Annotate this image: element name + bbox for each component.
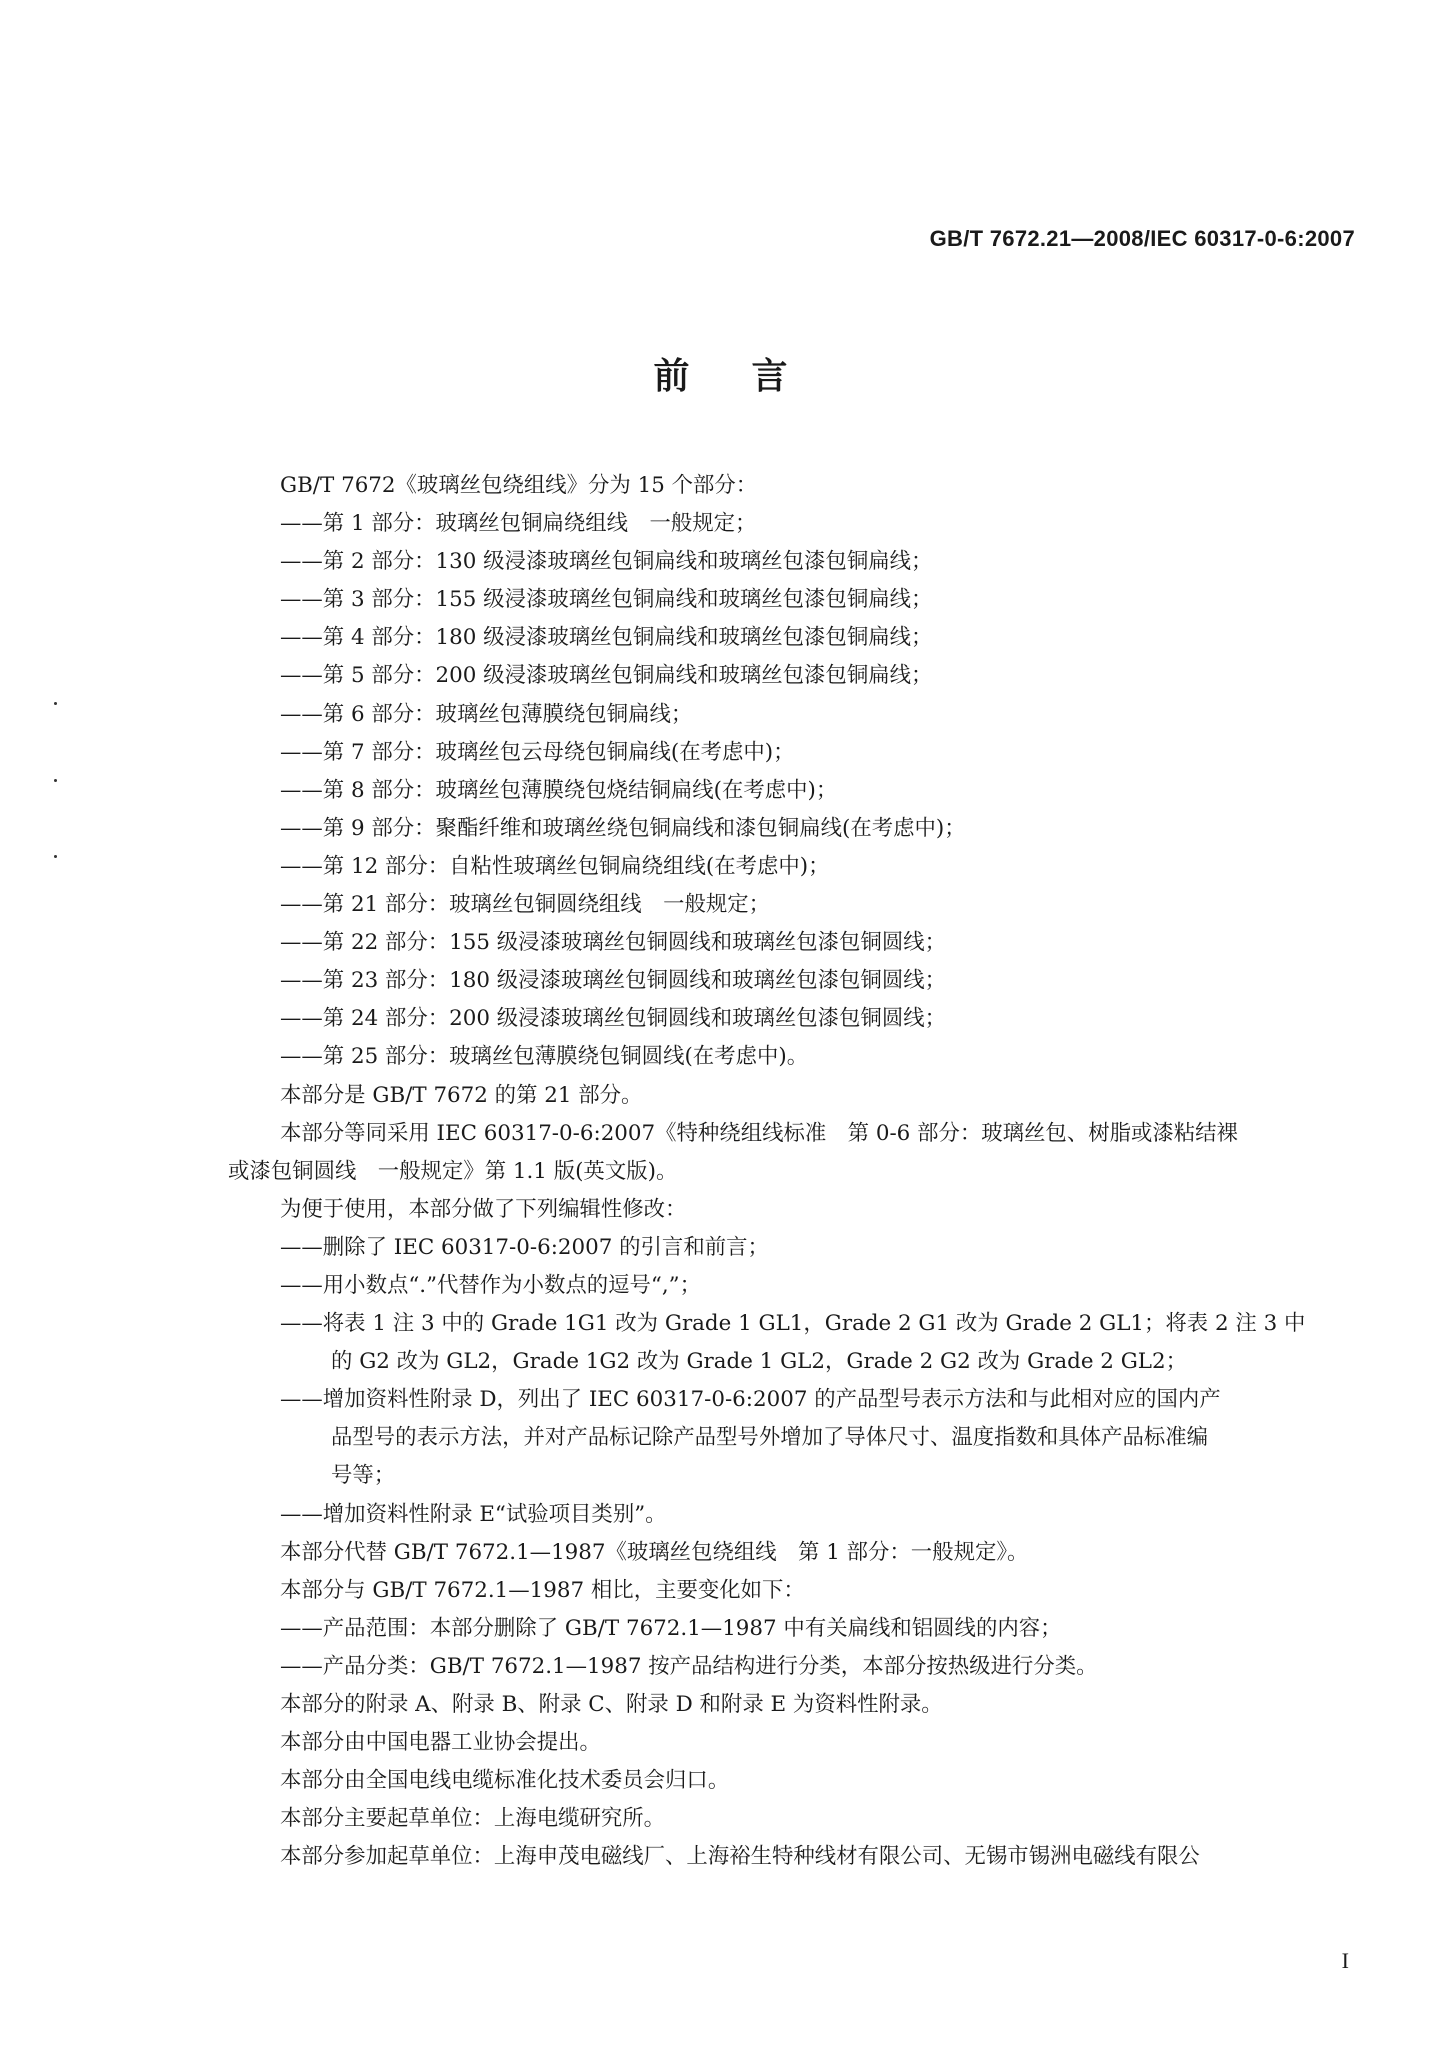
list-item: ——删除了 IEC 60317-0-6:2007 的引言和前言； bbox=[280, 1234, 769, 1260]
list-item: ——第 12 部分：自粘性玻璃丝包铜扁绕组线(在考虑中)； bbox=[280, 853, 830, 879]
paragraph-line: 本部分等同采用 IEC 60317-0-6:2007《特种绕组线标准 第 0-6 部分：玻璃丝包、树脂或漆粘结裸 bbox=[280, 1120, 1238, 1146]
list-item: ——增加资料性附录 D，列出了 IEC 60317-0-6:2007 的产品型号表示方法和与此相对应的国内产 bbox=[280, 1387, 1221, 1413]
list-item: ——第 24 部分：200 级浸漆玻璃丝包铜圆线和玻璃丝包漆包铜圆线； bbox=[280, 1006, 946, 1032]
page-title: 前言 bbox=[653, 356, 850, 397]
parts-list bbox=[280, 505, 1358, 1076]
list-item: ——第 2 部分：130 级浸漆玻璃丝包铜扁线和玻璃丝包漆包铜扁线； bbox=[280, 549, 933, 575]
list-item: ——第 8 部分：玻璃丝包薄膜绕包烧结铜扁线(在考虑中)； bbox=[280, 777, 838, 803]
list-item: ——用小数点“.”代替作为小数点的逗号“,”； bbox=[280, 1272, 701, 1298]
list-item: ——第 3 部分：155 级浸漆玻璃丝包铜扁线和玻璃丝包漆包铜扁线； bbox=[280, 587, 933, 613]
list-item-continuation: 号等； bbox=[331, 1463, 396, 1489]
list-item: ——第 9 部分：聚酯纤维和玻璃丝绕包铜扁线和漆包铜扁线(在考虑中)； bbox=[280, 815, 966, 841]
list-item-continuation: 品型号的表示方法，并对产品标记除产品型号外增加了导体尺寸、温度指数和具体产品标准编 bbox=[331, 1425, 1209, 1451]
paragraph-line: 或漆包铜圆线 一般规定》第 1.1 版(英文版)。 bbox=[228, 1158, 678, 1184]
list-item: ——第 23 部分：180 级浸漆玻璃丝包铜圆线和玻璃丝包漆包铜圆线； bbox=[280, 968, 946, 994]
document-body bbox=[228, 467, 1358, 1876]
list-item: ——第 22 部分：155 级浸漆玻璃丝包铜圆线和玻璃丝包漆包铜圆线； bbox=[280, 930, 946, 956]
paragraph-edit-intro: 为便于使用，本部分做了下列编辑性修改： bbox=[280, 1196, 687, 1222]
changes-list bbox=[280, 1610, 1358, 1686]
list-item: ——第 25 部分：玻璃丝包薄膜绕包铜圆线(在考虑中)。 bbox=[280, 1044, 809, 1070]
list-item: ——第 5 部分：200 级浸漆玻璃丝包铜扁线和玻璃丝包漆包铜扁线； bbox=[280, 663, 933, 689]
paragraph-managed-by: 本部分由全国电线电缆标准化技术委员会归口。 bbox=[280, 1768, 730, 1794]
scan-mark bbox=[54, 855, 57, 858]
paragraph-participants: 本部分参加起草单位：上海申茂电磁线厂、上海裕生特种线材有限公司、无锡市锡洲电磁线有限公 bbox=[280, 1844, 1200, 1870]
list-item: ——增加资料性附录 E“试验项目类别”。 bbox=[280, 1501, 667, 1527]
paragraph-adoption bbox=[228, 1115, 1358, 1191]
list-item: ——第 6 部分：玻璃丝包薄膜绕包铜扁线； bbox=[280, 701, 693, 727]
list-item: ——第 1 部分：玻璃丝包铜扁绕组线 一般规定； bbox=[280, 511, 757, 537]
list-item: ——产品范围：本部分删除了 GB/T 7672.1—1987 中有关扁线和铝圆线的内容； bbox=[280, 1615, 1062, 1641]
edit-list bbox=[280, 1229, 1358, 1534]
list-item: ——第 7 部分：玻璃丝包云母绕包铜扁线(在考虑中)； bbox=[280, 739, 795, 765]
paragraph-proposed-by: 本部分由中国电器工业协会提出。 bbox=[280, 1730, 601, 1756]
paragraph-changes-intro: 本部分与 GB/T 7672.1—1987 相比，主要变化如下： bbox=[280, 1577, 805, 1603]
page-number: I bbox=[1341, 1948, 1349, 1973]
scan-mark bbox=[54, 702, 57, 705]
list-item-continuation: 的 G2 改为 GL2，Grade 1G2 改为 Grade 1 GL2，Grade 2 G2 改为 Grade 2 GL2； bbox=[331, 1349, 1188, 1375]
scan-mark bbox=[54, 779, 57, 782]
paragraph-annexes: 本部分的附录 A、附录 B、附录 C、附录 D 和附录 E 为资料性附录。 bbox=[280, 1692, 943, 1717]
intro-paragraph: GB/T 7672《玻璃丝包绕组线》分为 15 个部分： bbox=[280, 473, 758, 498]
list-item: ——第 4 部分：180 级浸漆玻璃丝包铜扁线和玻璃丝包漆包铜扁线； bbox=[280, 625, 933, 651]
list-item: ——将表 1 注 3 中的 Grade 1G1 改为 Grade 1 GL1，Grade 2 G1 改为 Grade 2 GL1；将表 2 注 3 中 bbox=[280, 1311, 1306, 1337]
list-item: ——产品分类：GB/T 7672.1—1987 按产品结构进行分类，本部分按热级进行分类。 bbox=[280, 1653, 1098, 1679]
paragraph-this-part: 本部分是 GB/T 7672 的第 21 部分。 bbox=[280, 1082, 643, 1108]
document-code-header: GB/T 7672.21—2008/IEC 60317-0-6:2007 bbox=[929, 226, 1355, 251]
paragraph-main-drafter: 本部分主要起草单位：上海电缆研究所。 bbox=[280, 1806, 666, 1832]
list-item: ——第 21 部分：玻璃丝包铜圆绕组线 一般规定； bbox=[280, 892, 771, 918]
paragraph-replaces: 本部分代替 GB/T 7672.1—1987《玻璃丝包绕组线 第 1 部分：一般规定》。 bbox=[280, 1539, 1029, 1565]
